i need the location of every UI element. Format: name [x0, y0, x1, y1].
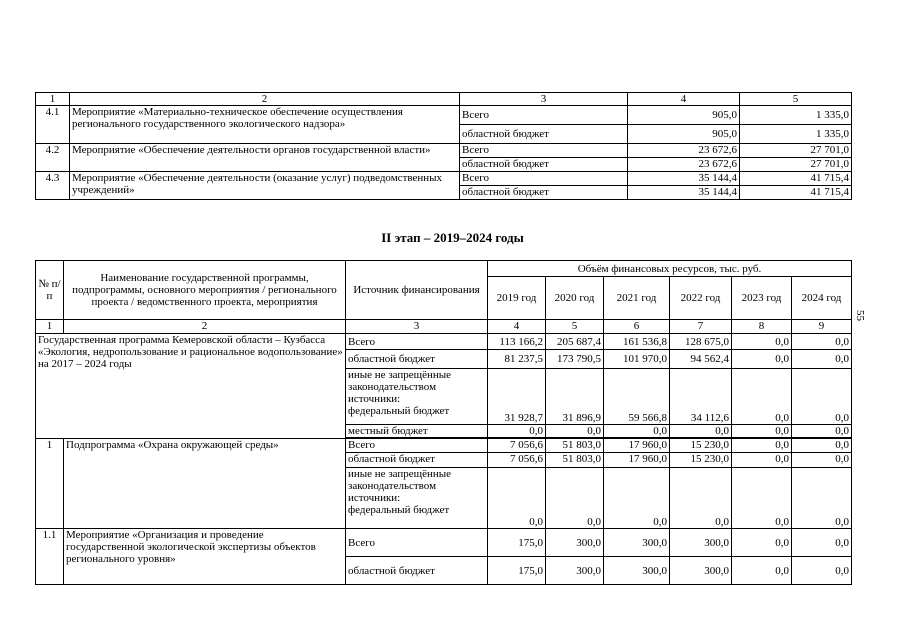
amount-value: 23 672,6 — [628, 158, 740, 172]
amount-value: 17 960,0 — [604, 453, 670, 468]
amount-value: 0,0 — [488, 468, 546, 529]
amount-value: 27 701,0 — [740, 158, 852, 172]
amount-value: 0,0 — [792, 334, 852, 350]
amount-value: 51 803,0 — [546, 453, 604, 468]
funding-source: областной бюджет — [460, 186, 628, 200]
amount-value: 300,0 — [546, 529, 604, 557]
amount-value: 175,0 — [488, 557, 546, 585]
amount-value: 0,0 — [604, 468, 670, 529]
table-header-row — [36, 93, 852, 106]
funding-source: Всего — [346, 334, 488, 350]
column-number: 4 — [628, 93, 740, 106]
amount-value: 34 112,6 — [670, 369, 732, 425]
amount-value: 1 335,0 — [740, 106, 852, 125]
amount-value: 300,0 — [670, 557, 732, 585]
other-sources-label: иные не запрещённые законодательством источники: — [348, 369, 452, 405]
amount-value: 51 803,0 — [546, 439, 604, 453]
table-row — [36, 106, 852, 125]
stage-heading: II этап – 2019–2024 годы — [381, 230, 524, 245]
amount-value: 41 715,4 — [740, 172, 852, 186]
amount-value: 0,0 — [792, 453, 852, 468]
amount-value: 35 144,4 — [628, 186, 740, 200]
amount-value: 41 715,4 — [740, 186, 852, 200]
amount-value: 0,0 — [546, 468, 604, 529]
amount-value: 1 335,0 — [740, 125, 852, 144]
amount-value: 905,0 — [628, 125, 740, 144]
column-number: 2 — [64, 320, 346, 334]
column-number: 7 — [670, 320, 732, 334]
amount-value: 31 896,9 — [546, 369, 604, 425]
funding-source: Всего — [346, 439, 488, 453]
amount-value: 31 928,7 — [488, 369, 546, 425]
funding-source: Всего — [346, 529, 488, 557]
amount-value: 0,0 — [670, 468, 732, 529]
row-number: 4.3 — [36, 172, 70, 200]
header-volume: Объём финансовых ресурсов, тыс. руб. — [488, 261, 852, 277]
amount-value: 0,0 — [792, 529, 852, 557]
amount-value: 0,0 — [792, 468, 852, 529]
funding-source-group — [346, 468, 488, 529]
amount-value: 0,0 — [488, 425, 546, 438]
amount-value: 17 960,0 — [604, 439, 670, 453]
other-sources-label: иные не запрещённые законодательством источники: — [348, 468, 452, 504]
column-number: 3 — [460, 93, 628, 106]
header-year: 2024 год — [792, 277, 852, 320]
table-row — [36, 334, 852, 350]
amount-value: 0,0 — [732, 425, 792, 438]
amount-value: 161 536,8 — [604, 334, 670, 350]
table-row — [36, 172, 852, 186]
amount-value: 300,0 — [670, 529, 732, 557]
page-number: 55 — [854, 310, 866, 321]
amount-value: 0,0 — [732, 439, 792, 453]
column-number: 4 — [488, 320, 546, 334]
header-year: 2021 год — [604, 277, 670, 320]
amount-value: 113 166,2 — [488, 334, 546, 350]
header-year: 2022 год — [670, 277, 732, 320]
measure-name: Мероприятие «Обеспечение деятельности органов государственной власти» — [70, 144, 460, 172]
column-number: 1 — [36, 320, 64, 334]
amount-value: 0,0 — [792, 369, 852, 425]
row-number: 4.2 — [36, 144, 70, 172]
amount-value: 0,0 — [604, 425, 670, 438]
column-number: 2 — [70, 93, 460, 106]
amount-value: 59 566,8 — [604, 369, 670, 425]
table-row — [36, 439, 852, 453]
amount-value: 0,0 — [792, 350, 852, 369]
table-header-row — [36, 261, 852, 277]
amount-value: 15 230,0 — [670, 453, 732, 468]
amount-value: 300,0 — [604, 557, 670, 585]
amount-value: 0,0 — [732, 557, 792, 585]
column-number: 8 — [732, 320, 792, 334]
row-number: 1 — [36, 439, 64, 529]
measure-name: Мероприятие «Организация и проведение государственной экологической экспертизы объектов регионального уровня» — [64, 529, 346, 585]
amount-value: 0,0 — [732, 453, 792, 468]
funding-source: областной бюджет — [346, 557, 488, 585]
header-source: Источник финансирования — [346, 261, 488, 320]
amount-value: 94 562,4 — [670, 350, 732, 369]
amount-value: 0,0 — [792, 425, 852, 438]
funding-source-group — [346, 369, 488, 425]
header-number: № п/п — [36, 261, 64, 320]
amount-value: 0,0 — [732, 468, 792, 529]
funding-source: областной бюджет — [460, 125, 628, 144]
amount-value: 905,0 — [628, 106, 740, 125]
amount-value: 128 675,0 — [670, 334, 732, 350]
subprogram-name: Подпрограмма «Охрана окружающей среды» — [64, 439, 346, 529]
measure-name: Мероприятие «Обеспечение деятельности (оказание услуг) подведомственных учреждений» — [70, 172, 460, 200]
funding-source: областной бюджет — [346, 453, 488, 468]
funding-source: федеральный бюджет — [348, 405, 450, 417]
amount-value: 0,0 — [732, 529, 792, 557]
amount-value: 0,0 — [732, 334, 792, 350]
row-number: 1.1 — [36, 529, 64, 585]
amount-value: 173 790,5 — [546, 350, 604, 369]
table-row — [36, 529, 852, 557]
column-number: 9 — [792, 320, 852, 334]
amount-value: 0,0 — [546, 425, 604, 438]
funding-source: Всего — [460, 144, 628, 158]
amount-value: 205 687,4 — [546, 334, 604, 350]
amount-value: 0,0 — [670, 425, 732, 438]
amount-value: 7 056,6 — [488, 453, 546, 468]
column-number: 5 — [740, 93, 852, 106]
funding-source: областной бюджет — [460, 158, 628, 172]
funding-source: Всего — [460, 172, 628, 186]
funding-source: местный бюджет — [346, 425, 488, 438]
amount-value: 27 701,0 — [740, 144, 852, 158]
column-number: 1 — [36, 93, 70, 106]
amount-value: 101 970,0 — [604, 350, 670, 369]
funding-source: областной бюджет — [346, 350, 488, 369]
header-name: Наименование государственной программы, подпрограммы, основного мероприятия / регионального проекта / ведомственного проекта, мероприятия — [64, 261, 346, 320]
funding-source: федеральный бюджет — [348, 504, 450, 516]
row-number: 4.1 — [36, 106, 70, 144]
column-number: 6 — [604, 320, 670, 334]
financing-table — [35, 260, 852, 585]
amount-value: 7 056,6 — [488, 439, 546, 453]
column-number: 5 — [546, 320, 604, 334]
program-name: Государственная программа Кемеровской области – Кузбасса «Экология, недропользование и рациональное водопользование» на 2017 – 2024 годы — [36, 334, 346, 439]
header-year: 2023 год — [732, 277, 792, 320]
amount-value: 35 144,4 — [628, 172, 740, 186]
funding-source: Всего — [460, 106, 628, 125]
header-year: 2019 год — [488, 277, 546, 320]
amount-value: 15 230,0 — [670, 439, 732, 453]
column-numbers-row — [36, 320, 852, 334]
amount-value: 175,0 — [488, 529, 546, 557]
amount-value: 300,0 — [604, 529, 670, 557]
amount-value: 0,0 — [732, 350, 792, 369]
header-year: 2020 год — [546, 277, 604, 320]
amount-value: 0,0 — [792, 557, 852, 585]
measure-name: Мероприятие «Материально-техническое обеспечение осуществления регионального государственного экологического надзора» — [70, 106, 460, 144]
amount-value: 23 672,6 — [628, 144, 740, 158]
amount-value: 0,0 — [732, 369, 792, 425]
table-continuation — [35, 92, 852, 200]
column-number: 3 — [346, 320, 488, 334]
amount-value: 0,0 — [792, 439, 852, 453]
amount-value: 300,0 — [546, 557, 604, 585]
table-row — [36, 144, 852, 158]
amount-value: 81 237,5 — [488, 350, 546, 369]
